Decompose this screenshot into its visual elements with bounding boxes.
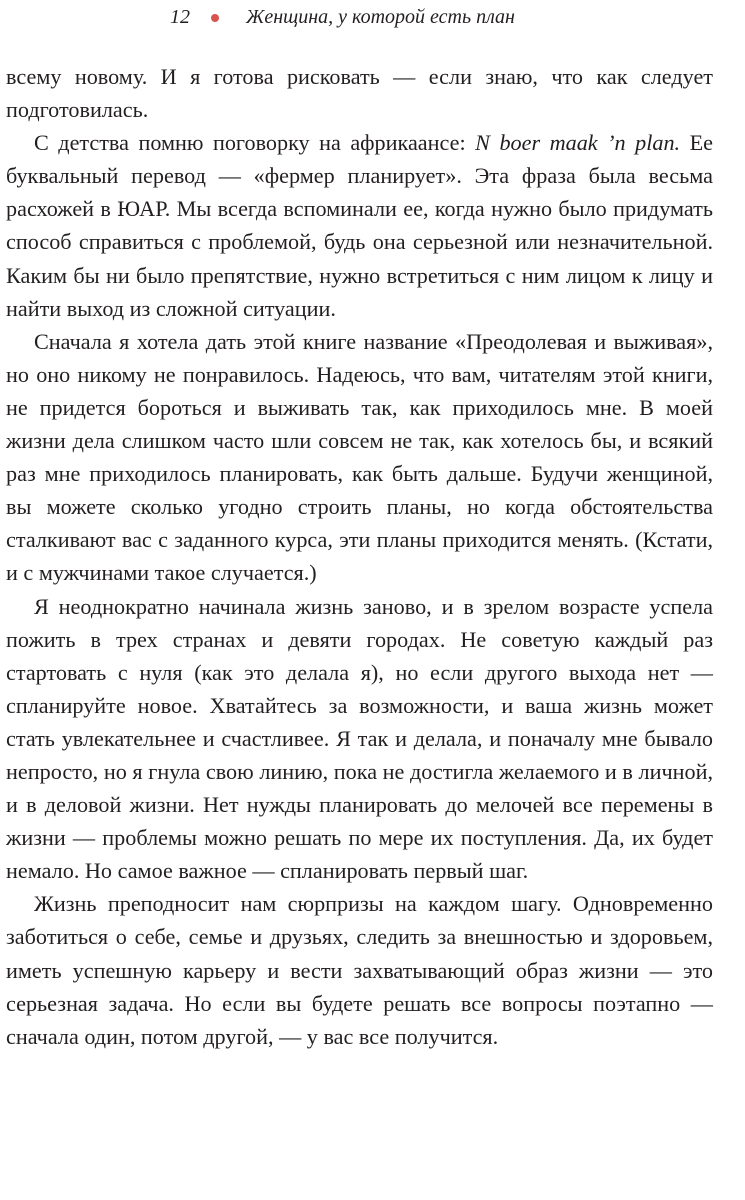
page-header (0, 4, 745, 30)
paragraph-4: Я неоднократно начинала жизнь заново, и в зрелом возрасте успела пожить в трех странах и девяти городах. Не советую каждый раз стартовать с нуля (как это делала я), но если другого выхода нет — спланируйте новое. Хватайтесь за возможности, и ваша жизнь может стать увлекательнее и счастливее. Я так и делала, и поначалу мне бывало непросто, но я гнула свою линию, пока не достигла желаемого и в личной, и в деловой жизни. Нет нужды планировать до мелочей все перемены в жизни — проблемы можно решать по мере их поступления. Да, их будет немало. Но самое важное — спланировать первый шаг. (6, 593, 713, 884)
paragraph-2-lead: С детства помню поговорку на африкаансе: (34, 130, 476, 156)
afrikaans-proverb: N boer maak ’n plan. (475, 130, 681, 156)
running-title: Женщина, у которой есть план (246, 6, 515, 28)
paragraph-5: Жизнь преподносит нам сюрпризы на каждом шагу. Одновременно заботиться о себе, семье и друзьях, следить за внешностью и здоровьем, иметь успешную карьеру и вести захватывающий образ жизни — это серьезная задача. Но если вы будете решать все вопросы поэтапно — сначала один, потом другой, — у вас все получится. (6, 891, 713, 1049)
paragraph-2 (6, 126, 713, 325)
body-text (6, 60, 713, 1053)
page-number: 12 (170, 6, 190, 28)
paragraph-3: Сначала я хотела дать этой книге название «Преодолевая и выживая», но оно никому не понравилось. Надеюсь, что вам, читателям этой книги, не придется бороться и выживать так, как приходилось мне. В моей жизни дела слишком часто шли совсем не так, как хотелось бы, и всякий раз мне приходилось планировать, как быть дальше. Будучи женщиной, вы можете сколько угодно строить планы, но когда обстоятельства сталкивают вас с заданного курса, эти планы приходится менять. (Кстати, и с мужчинами такое случается.) (6, 328, 713, 586)
header-bullet-icon (211, 14, 219, 22)
paragraph-2-rest: Ее буквальный перевод — «фермер планирует». Эта фраза была весьма расхожей в ЮАР. Мы всегда вспоминали ее, когда нужно было придумать способ справиться с проблемой, будь она серьезной или незначительной. Каким бы ни было препятствие, нужно встретиться с ним лицом к лицу и найти выход из сложной ситуации. (6, 130, 713, 321)
paragraph-1: всему новому. И я готова рисковать — если знаю, что как следует подготовилась. (6, 64, 713, 123)
